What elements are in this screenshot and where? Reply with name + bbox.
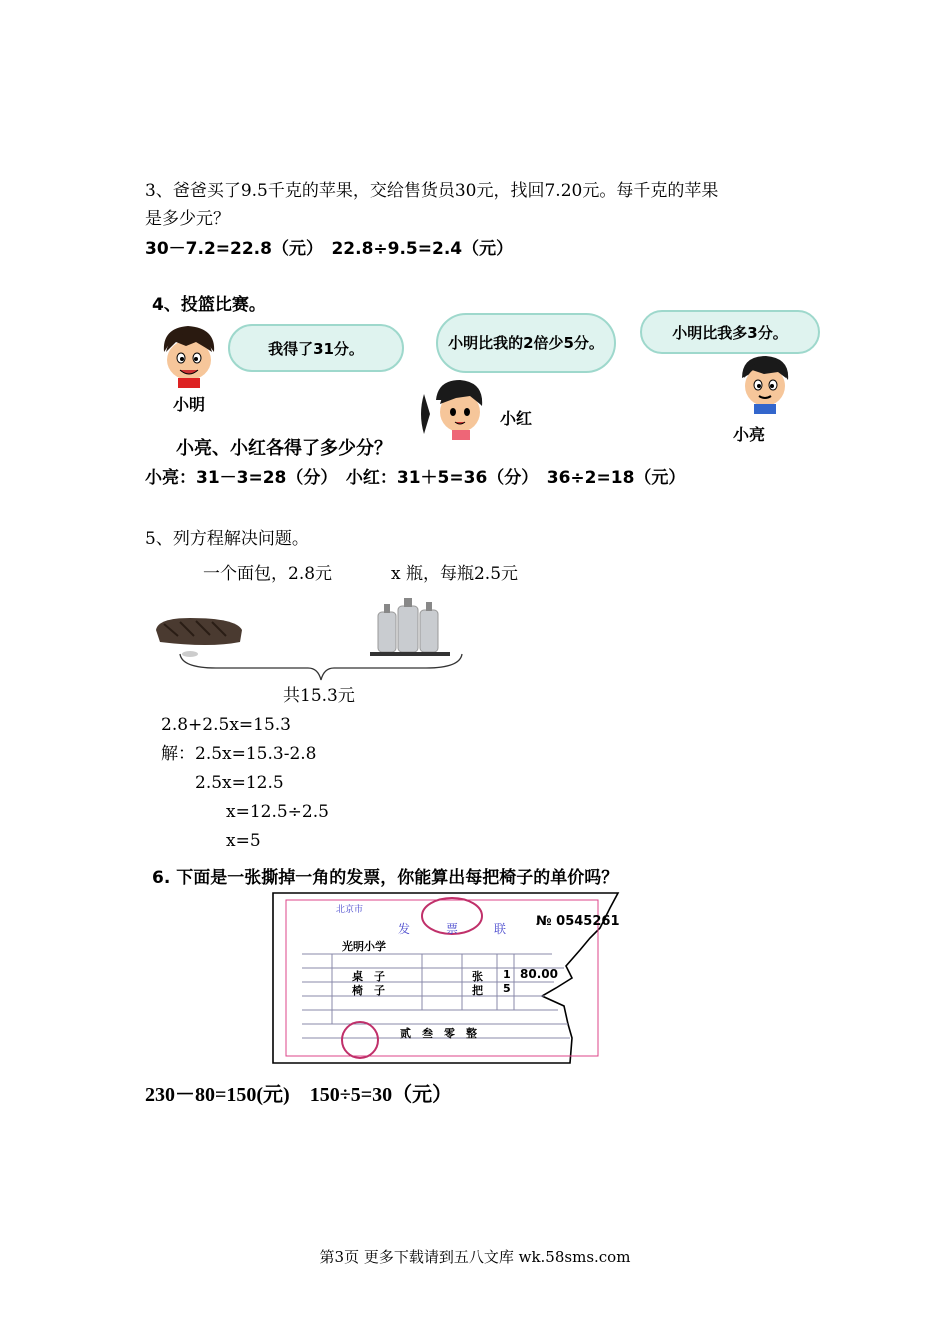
q6-title: 6. 下面是一张撕掉一角的发票，你能算出每把椅子的单价吗？ bbox=[152, 868, 619, 888]
q4-question: 小亮、小红各得了多少分？ bbox=[176, 438, 392, 459]
xiaoliang-avatar-icon bbox=[736, 352, 794, 414]
receipt-fa: 发 bbox=[398, 922, 411, 936]
q4-title: 4、投篮比赛。 bbox=[152, 295, 266, 315]
page-footer: 第3页 更多下载请到五八文库 wk.58sms.com bbox=[319, 1248, 631, 1266]
receipt-buyer: 光明小学 bbox=[342, 940, 386, 953]
receipt-item1: 桌 子 bbox=[352, 970, 385, 983]
q5-step3: 2.5x=12.5 bbox=[195, 773, 284, 793]
receipt-invoice-no: № 0545261 bbox=[536, 914, 620, 929]
receipt-item2-qty: 5 bbox=[503, 982, 511, 995]
receipt-piao: 票 bbox=[446, 922, 459, 936]
q3-line1: 3、爸爸买了9.5千克的苹果，交给售货员30元，找回7.20元。每千克的苹果 bbox=[145, 181, 719, 201]
receipt-item2-unit: 把 bbox=[472, 984, 483, 997]
xiaohong-avatar-icon bbox=[418, 374, 494, 440]
receipt-total-text: 贰 叁 零 整 bbox=[400, 1027, 477, 1040]
q4-answer: 小亮：31－3=28（分） 小红：31＋5=36（分） 36÷2=18（元） bbox=[145, 468, 686, 488]
xiaohong-name: 小红 bbox=[500, 409, 533, 428]
total-brace-icon bbox=[176, 650, 466, 684]
bottle-label: x 瓶，每瓶2.5元 bbox=[391, 564, 519, 584]
bottles-icon bbox=[370, 596, 450, 656]
receipt-item1-unit: 张 bbox=[472, 970, 483, 983]
q5-step5: x=5 bbox=[226, 831, 261, 851]
bread-label: 一个面包，2.8元 bbox=[203, 564, 333, 584]
q5-title: 5、列方程解决问题。 bbox=[145, 529, 309, 549]
xiaoming-avatar-icon bbox=[156, 322, 222, 388]
receipt-header: 北京市 bbox=[336, 905, 364, 915]
q3-line2: 是多少元？ bbox=[145, 209, 230, 229]
xiaoming-name: 小明 bbox=[173, 395, 206, 414]
receipt-item2: 椅 子 bbox=[352, 984, 385, 997]
xiaoming-bubble: 我得了31分。 bbox=[228, 324, 404, 372]
xiaoliang-name: 小亮 bbox=[733, 425, 766, 444]
q6-answer: 230－80=150(元) 150÷5=30（元） bbox=[145, 1084, 453, 1106]
xiaoliang-bubble: 小明比我多3分。 bbox=[640, 310, 820, 354]
q3-answer: 30－7.2=22.8（元） 22.8÷9.5=2.4（元） bbox=[145, 239, 514, 259]
q5-step4: x=12.5÷2.5 bbox=[226, 802, 329, 822]
receipt-item1-price: 80.00 bbox=[520, 967, 558, 981]
receipt-lian: 联 bbox=[494, 922, 507, 936]
torn-receipt bbox=[272, 892, 622, 1064]
q5-step2: 解：2.5x=15.3-2.8 bbox=[161, 744, 317, 764]
total-label: 共15.3元 bbox=[283, 686, 355, 706]
xiaohong-bubble: 小明比我的2倍少5分。 bbox=[436, 313, 616, 373]
receipt-item1-qty: 1 bbox=[503, 968, 511, 981]
q5-step1: 2.8+2.5x=15.3 bbox=[161, 715, 291, 735]
